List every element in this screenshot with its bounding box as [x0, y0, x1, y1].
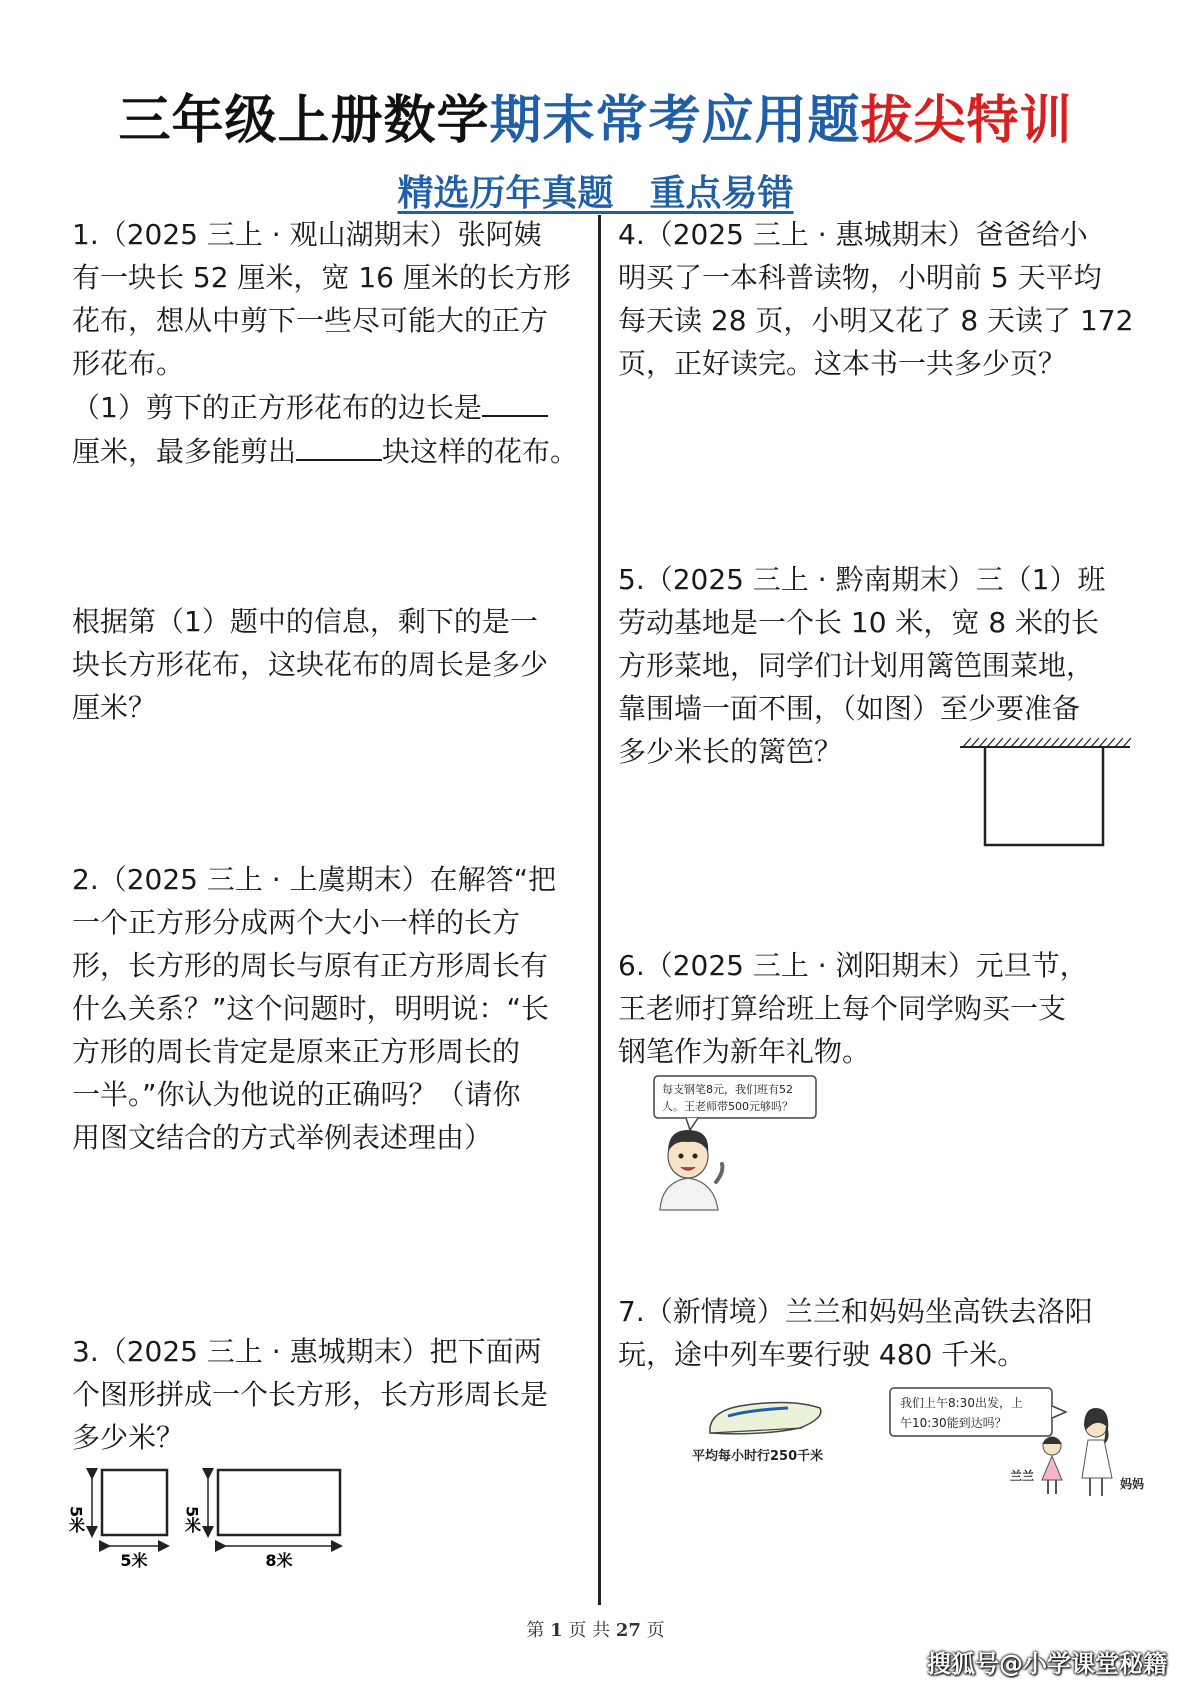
q6-line: 王老师打算给班上每个同学购买一支 [618, 992, 1067, 1025]
question-1-part-2 [72, 600, 592, 729]
q5-line: 劳动基地是一个长 10 米，宽 8 米的长 [618, 606, 1100, 639]
answer-blank-side[interactable] [482, 385, 548, 417]
footer-mid: 页 共 [568, 1620, 611, 1641]
q5-line: 靠围墙一面不围，（如图）至少要准备 [618, 692, 1081, 725]
question-4 [618, 213, 1178, 385]
footer-page-number: 1 [550, 1620, 563, 1641]
q3-line: 个图形拼成一个长方形，长方形周长是 [72, 1378, 549, 1411]
rect-width-label: 8米 [265, 1551, 293, 1570]
footer-prefix: 第 [526, 1620, 545, 1641]
speech-bubble-tail [686, 1118, 698, 1130]
bubble-line: 人。王老师带500元够吗？ [662, 1100, 793, 1113]
rectangle-shape [218, 1470, 340, 1535]
q5-line: 多少米长的篱笆？ [618, 735, 843, 768]
q1-sub1-line2 [72, 429, 592, 473]
q5-line: 5.（2025 三上 · 黔南期末）三（1）班 [618, 563, 1106, 596]
bubble-line: 我们上午8:30出发，上 [900, 1396, 1023, 1410]
q1-sub2-line: 厘米？ [72, 691, 157, 724]
q7-illustration [680, 1378, 1180, 1508]
q2-line: 一个正方形分成两个大小一样的长方 [72, 906, 521, 939]
q1-sub1-text: 厘米，最多能剪出 [72, 435, 297, 468]
q1-sub1-text: 块这样的花布。 [382, 435, 579, 468]
q1-line: 花布，想从中剪下一些尽可能大的正方 [72, 304, 549, 337]
q2-line: 用图文结合的方式举例表述理由） [72, 1121, 493, 1154]
girl-character-icon [1042, 1437, 1062, 1494]
q5-garden-figure [955, 735, 1135, 850]
footer-suffix: 页 [646, 1620, 665, 1641]
speech-bubble-tail [1052, 1406, 1066, 1418]
bubble-line: 午10:30能到达吗？ [900, 1416, 1007, 1430]
q2-line: 方形的周长肯定是原来正方形周长的 [72, 1035, 521, 1068]
square-width-label: 5米 [120, 1551, 148, 1570]
watermark: 搜狐号@小学课堂秘籍 [927, 1650, 1167, 1678]
question-1 [72, 213, 592, 473]
q2-line: 2.（2025 三上 · 上虞期末）在解答“把 [72, 863, 557, 896]
mom-name-label: 妈妈 [1120, 1477, 1145, 1491]
page-title [0, 78, 1191, 153]
q1-line: 有一块长 52 厘米，宽 16 厘米的长方形 [72, 261, 571, 294]
mother-character-icon [1082, 1408, 1112, 1496]
square-height-label: 5米 [66, 1506, 86, 1534]
bubble-line: 每支钢笔8元，我们班有52 [662, 1083, 793, 1096]
q2-line: 什么关系？”这个问题时，明明说：“长 [72, 992, 550, 1025]
q7-line: 7.（新情境）兰兰和妈妈坐高铁去洛阳 [618, 1295, 1093, 1328]
fence-outline [985, 747, 1103, 845]
train-speed-caption: 平均每小时行250千米 [692, 1449, 824, 1464]
q5-line: 方形菜地，同学们计划用篱笆围菜地， [618, 649, 1095, 682]
q1-sub1-line1 [72, 385, 592, 429]
high-speed-train-icon [710, 1402, 821, 1433]
title-part-grade: 三年级上册数学 [118, 91, 490, 151]
q1-sub2-line: 根据第（1）题中的信息，剩下的是一 [72, 605, 538, 638]
q1-line: 形花布。 [72, 347, 185, 380]
q4-line: 每天读 28 页，小明又花了 8 天读了 172 [618, 304, 1134, 337]
q4-line: 明买了一本科普读物，小明前 5 天平均 [618, 261, 1102, 294]
q2-line: 一半。”你认为他说的正确吗？（请你 [72, 1078, 521, 1111]
q6-line: 钢笔作为新年礼物。 [618, 1035, 871, 1068]
question-3 [72, 1330, 592, 1459]
q3-figure [66, 1460, 372, 1570]
title-part-training: 拔尖特训 [860, 91, 1073, 151]
q1-sub1-text: （1）剪下的正方形花布的边长是 [72, 391, 482, 424]
q3-line: 多少米？ [72, 1421, 185, 1454]
question-6 [618, 944, 1178, 1073]
square-shape [102, 1470, 167, 1535]
q1-line: 1.（2025 三上 · 观山湖期末）张阿姨 [72, 218, 542, 251]
boy-character-icon [660, 1130, 722, 1210]
q4-line: 页，正好读完。这本书一共多少页？ [618, 347, 1067, 380]
subtitle-text: 精选历年真题 重点易错 [397, 173, 794, 214]
q3-line: 3.（2025 三上 · 惠城期末）把下面两 [72, 1335, 542, 1368]
page-footer [0, 1616, 1191, 1642]
question-7 [618, 1290, 1178, 1376]
girl-name-label: 兰兰 [1010, 1469, 1035, 1483]
page-subtitle [0, 165, 1191, 216]
q6-line: 6.（2025 三上 · 浏阳期末）元旦节， [618, 949, 1088, 982]
q4-line: 4.（2025 三上 · 惠城期末）爸爸给小 [618, 218, 1088, 251]
title-part-topic: 期末常考应用题 [489, 91, 861, 151]
wall-hatch [963, 738, 1131, 747]
answer-blank-count[interactable] [296, 429, 382, 461]
question-2 [72, 858, 592, 1159]
rect-height-label: 5米 [182, 1506, 202, 1534]
footer-total-pages: 27 [615, 1620, 641, 1641]
q1-sub2-line: 块长方形花布，这块花布的周长是多少 [72, 648, 549, 681]
q2-line: 形，长方形的周长与原有正方形周长有 [72, 949, 549, 982]
q6-illustration [652, 1072, 832, 1212]
q7-line: 玩，途中列车要行驶 480 千米。 [618, 1338, 1026, 1371]
column-divider [598, 215, 601, 1605]
